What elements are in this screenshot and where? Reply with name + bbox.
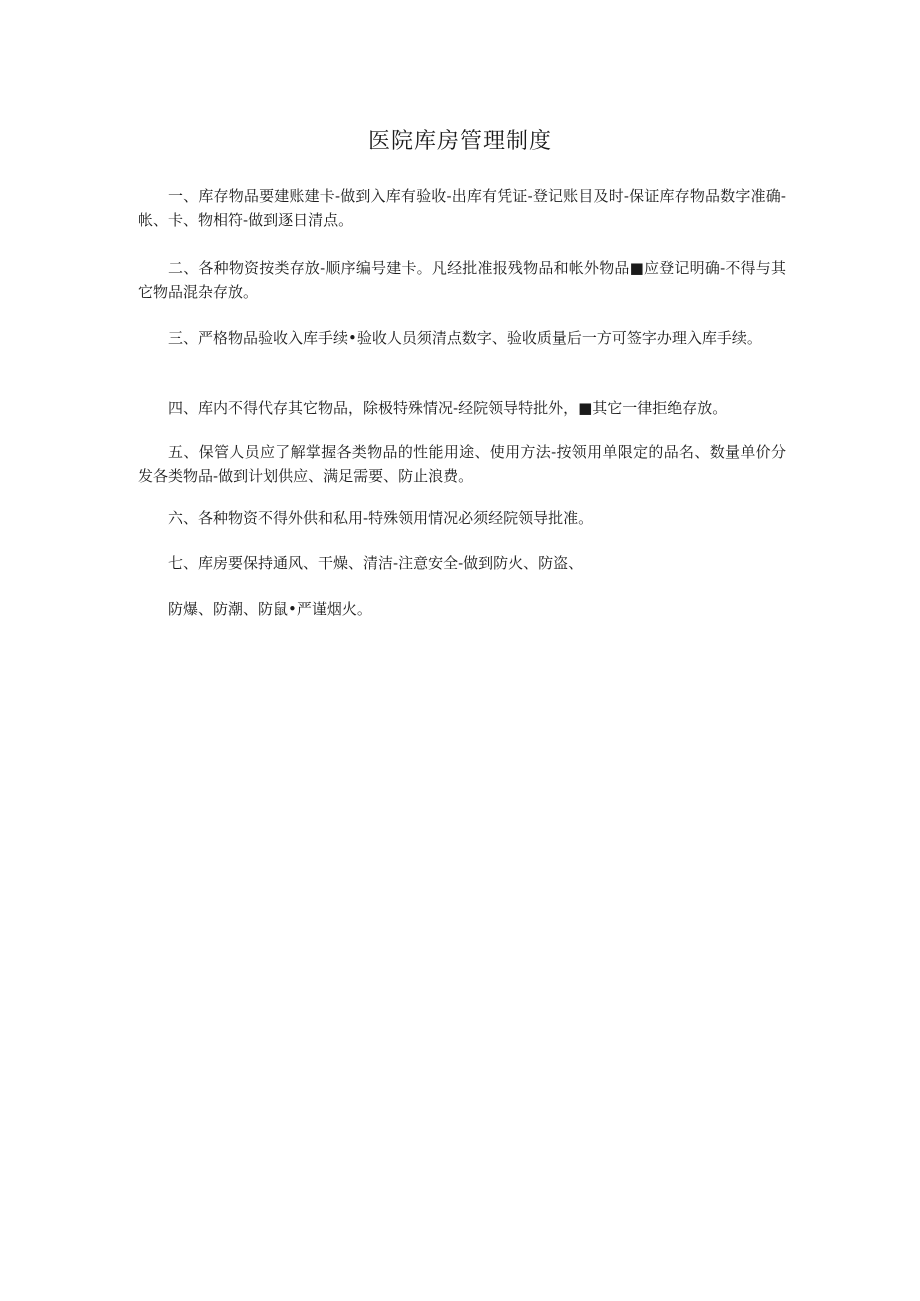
paragraph-3: 三、严格物品验收入库手续•验收人员须清点数字、验收质量后一方可签字办理入库手续。 bbox=[168, 329, 762, 347]
paragraph-2: 二、各种物资按类存放-顺序编号建卡。凡经批准报残物品和帐外物品■应登记明确-不得与其它物品混杂存放。 bbox=[138, 259, 786, 301]
paragraph-4: 四、库内不得代存其它物品，除极特殊情况-经院领导特批外，■其它一律拒绝存放。 bbox=[168, 399, 728, 417]
paragraph-5: 五、保管人员应了解掌握各类物品的性能用途、使用方法-按领用单限定的品名、数量单价分发各类物品-做到计划供应、满足需要、防止浪费。 bbox=[138, 443, 786, 485]
paragraph-8: 防爆、防潮、防鼠•严谨烟火。 bbox=[168, 600, 372, 618]
paragraph-7: 七、库房要保持通风、干燥、清洁-注意安全-做到防火、防盗、 bbox=[168, 554, 584, 572]
paragraph-1: 一、库存物品要建账建卡-做到入库有验收-出库有凭证-登记账目及时-保证库存物品数字准确-帐、卡、物相符-做到逐日清点。 bbox=[138, 187, 786, 229]
paragraph-6: 六、各种物资不得外供和私用-特殊领用情况必须经院领导批准。 bbox=[168, 509, 594, 527]
document-title: 医院库房管理制度 bbox=[367, 129, 552, 154]
